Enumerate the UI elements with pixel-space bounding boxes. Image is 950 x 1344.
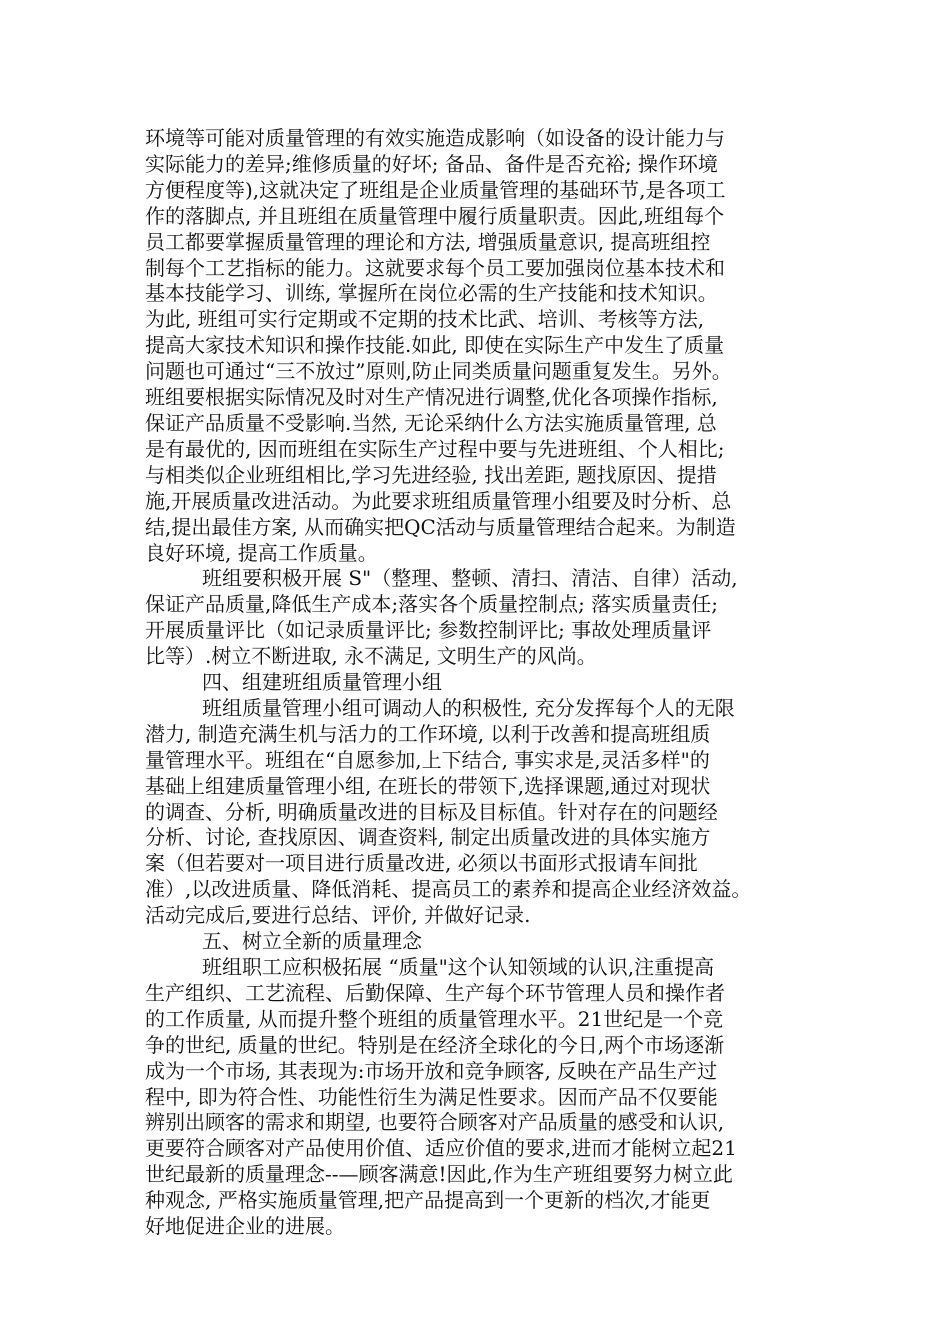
text-line: 良好环境, 提高工作质量。 bbox=[145, 540, 378, 565]
text-line: 的调查、分析, 明确质量改进的目标及目标值。针对存在的问题经 bbox=[145, 799, 718, 824]
text-line: 生产组织、工艺流程、后勤保障、生产每个环节管理人员和操作者 bbox=[145, 980, 725, 1005]
text-line: 为此, 班组可实行定期或不定期的技术比武、培训、考核等方法, bbox=[145, 307, 705, 332]
text-line: 准）,以改进质量、降低消耗、提高员工的素养和提高企业经济效益。 bbox=[145, 877, 752, 902]
section-heading: 四、组建班组质量管理小组 bbox=[202, 670, 442, 695]
text-line: 施,开展质量改进活动。为此要求班组质量管理小组要及时分析、总 bbox=[145, 488, 732, 513]
text-line: 开展质量评比（如记录质量评比; 参数控制评比; 事故处理质量评 bbox=[145, 618, 712, 643]
section-heading: 五、树立全新的质量理念 bbox=[202, 929, 422, 954]
text-line: 好地促进企业的进展。 bbox=[145, 1214, 345, 1239]
text-line: 实际能力的差异;维修质量的好坏; 备品、备件是否充裕; 操作环境 bbox=[145, 151, 718, 176]
text-line: 程中, 即为符合性、功能性衍生为满足性要求。因而产品不仅要能 bbox=[145, 1084, 718, 1109]
text-line: 与相类似企业班组相比,学习先进经验, 找出差距, 题找原因、提措 bbox=[145, 462, 717, 487]
text-line: 提高大家技术知识和操作技能.如此, 即使在实际生产中发生了质量 bbox=[145, 333, 725, 358]
text-line: 种观念, 严格实施质量管理,把产品提高到一个更新的档次,才能更 bbox=[145, 1188, 711, 1213]
text-line: 更要符合顾客对产品使用价值、适应价值的要求,进而才能树立起21 bbox=[145, 1136, 737, 1161]
text-line: 方便程度等),这就决定了班组是企业质量管理的基础环节,是各项工 bbox=[145, 177, 726, 202]
text-line: 保证产品质量不受影响.当然, 无论采纳什么方法实施质量管理, 总 bbox=[145, 410, 717, 435]
text-line: 基础上组建质量管理小组, 在班长的带领下,选择课题,通过对现状 bbox=[145, 773, 711, 798]
text-line: 结,提出最佳方案, 从而确实把QC活动与质量管理结合起来。为制造 bbox=[145, 514, 736, 539]
text-line: 量管理水平。班组在“自愿参加,上下结合, 事实求是,灵活多样"的 bbox=[145, 747, 710, 772]
paragraph-start-line: 班组要积极开展 S"（整理、整顿、清扫、清洁、自律）活动, bbox=[202, 566, 738, 591]
text-line: 辨别出顾客的需求和期望, 也要符合顾客对产品质量的感受和认识, bbox=[145, 1110, 725, 1135]
text-line: 比等）.树立不断进取, 永不满足, 文明生产的风尚。 bbox=[145, 644, 597, 669]
text-line: 成为一个市场, 其表现为:市场开放和竞争顾客, 反映在产品生产过 bbox=[145, 1058, 718, 1083]
text-line: 班组要根据实际情况及时对生产情况进行调整,优化各项操作指标, bbox=[145, 385, 718, 410]
text-line: 环境等可能对质量管理的有效实施造成影响（如设备的设计能力与 bbox=[145, 126, 725, 150]
text-line: 争的世纪, 质量的世纪。特别是在经济全球化的今日,两个市场逐渐 bbox=[145, 1032, 725, 1057]
text-line: 活动完成后,要进行总结、评价, 并做好记录. bbox=[145, 903, 531, 928]
text-line: 作的落脚点, 并且班组在质量管理中履行质量职责。因此,班组每个 bbox=[145, 203, 725, 228]
text-line: 是有最优的, 因而班组在实际生产过程中要与先进班组、个人相比; bbox=[145, 436, 725, 461]
text-line: 的工作质量, 从而提升整个班组的质量管理水平。21世纪是一个竞 bbox=[145, 1006, 724, 1031]
text-line: 世纪最新的质量理念--—顾客满意!因此,作为生产班组要努力树立此 bbox=[145, 1162, 733, 1187]
text-line: 员工都要掌握质量管理的理论和方法, 增强质量意识, 提高班组控 bbox=[145, 229, 711, 254]
text-line: 基本技能学习、训练, 掌握所在岗位必需的生产技能和技术知识。 bbox=[145, 281, 718, 306]
text-line: 问题也可通过“三不放过”原则,防止同类质量问题重复发生。另外。 bbox=[145, 359, 732, 384]
document-body bbox=[145, 126, 815, 1240]
paragraph-start-line: 班组职工应积极拓展 “质量"这个认知领域的认识,注重提高 bbox=[202, 955, 715, 979]
text-line: 分析、讨论, 查找原因、调查资料, 制定出质量改进的具体实施方 bbox=[145, 825, 711, 850]
text-line: 制每个工艺指标的能力。这就要求每个员工要加强岗位基本技术和 bbox=[145, 255, 725, 280]
text-line: 案（但若要对一项目进行质量改进, 必须以书面形式报请车间批 bbox=[145, 851, 698, 876]
paragraph-start-line: 班组质量管理小组可调动人的积极性, 充分发挥每个人的无限 bbox=[202, 695, 735, 720]
text-line: 保证产品质量,降低生产成本;落实各个质量控制点; 落实质量责任; bbox=[145, 592, 718, 617]
text-line: 潜力, 制造充满生机与活力的工作环境, 以利于改善和提高班组质 bbox=[145, 721, 711, 746]
